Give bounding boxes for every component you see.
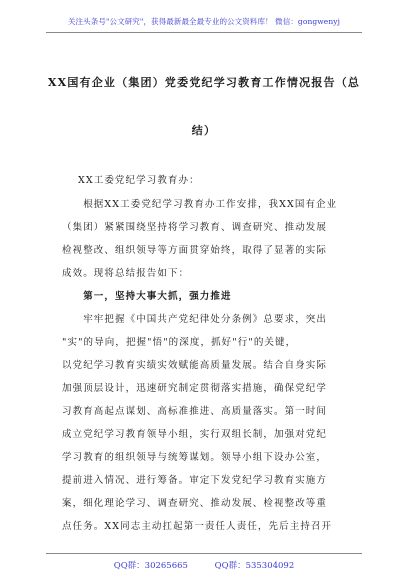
footer [0,559,408,571]
paragraph-line: 成立党纪学习教育领导小组，实行双组长制，加强对党纪 [62,429,328,440]
paragraph-line: 根据XX工委党纪学习教育办工作安排，我XX国有企业 [62,199,338,210]
paragraph-line: 案，细化理论学习、调查研究、推动发展、检视整改等重 [62,498,328,509]
paragraph-line: 学习教育的组织领导与统筹谋划。领导小组下设办公室， [62,452,328,463]
paragraph-line: 牢牢把握《中国共产党纪律处分条例》总要求，突出 [62,314,328,325]
document-title-line-1: XX国有企业（集团）党委党纪学习教育工作情况报告（总 [47,76,361,89]
paragraph-line: "实"的导向，把握"悟"的深度，抓好"行"的关键， [62,337,297,348]
paragraph-line: 提前进入情况、进行筹备。审定下发党纪学习教育实施方 [62,475,328,486]
paragraph-line: 成效。现将总结报告如下： [62,268,190,279]
footer-rule [46,553,362,554]
document-title-line-2: 结） [191,124,217,137]
paragraph-line: 检视整改、组织领导等方面贯穿始终，取得了显著的实际 [62,245,328,256]
header-rule [46,32,362,33]
paragraph-line: 加强顶层设计，迅速研究制定贯彻落实措施，确保党纪学 [62,383,328,394]
footer-qq-group-1: QQ群：30265665 [113,561,188,571]
footer-qq-group-2: QQ群：535304092 [214,561,295,571]
addressee-line: XX工委党纪学习教育办： [78,175,200,186]
promo-banner: 关注头条号"公文研究"，获得最新最全最专业的公文资料库！ 微信：gongwenyj [67,17,341,26]
paragraph-line: 以党纪学习教育实绩实效赋能高质量发展。结合自身实际 [62,360,328,371]
paragraph-line: 点任务。XX同志主动扛起第一责任人责任，先后主持召开 [62,521,333,532]
section-heading: 第一，坚持大事大抓，强力推进 [62,291,232,302]
paragraph-line: 习教育高起点谋划、高标准推进、高质量落实。第一时间 [62,406,328,417]
paragraph-line: （集团）紧紧围绕坚持将学习教育、调查研究、推动发展 [62,222,328,233]
